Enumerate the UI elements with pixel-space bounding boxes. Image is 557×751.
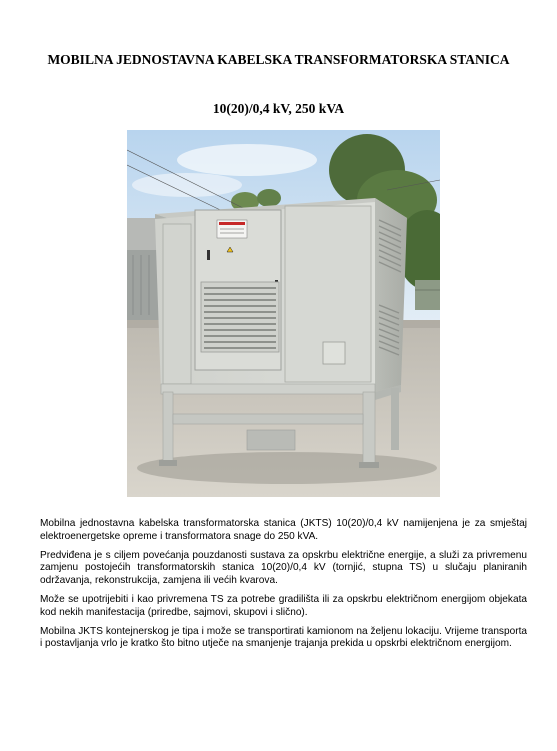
document-title: MOBILNA JEDNOSTAVNA KABELSKA TRANSFORMATORSKA STANICA [47, 52, 510, 67]
paragraph-2: Predviđena je s ciljem povećanja pouzdanosti sustava za opskrbu električne energije, a služi za privremenu zamjenu postojećih transformatorskih stanica 10(20)/0,4 kV (tornjić, stupna TS) u slučaju planiranih održavanja, rekonstrukcija, zamjena ili većih kvarova. [40, 549, 527, 586]
paragraph-4: Mobilna JKTS kontejnerskog je tipa i može se transportirati kamionom na željenu lokaciju. Vrijeme transporta i postavljanja vrlo je kratko što bitno utječe na smanjenje trajanja prekida u opskrbi električnom energijom. [40, 625, 527, 650]
substation-illustration [127, 130, 440, 497]
document-subtitle: 10(20)/0,4 kV, 250 kVA [212, 101, 345, 116]
paragraph-1: Mobilna jednostavna kabelska transformatorska stanica (JKTS) 10(20)/0,4 kV namijenjena je za smještaj elektroenergetske opreme i transformatora snage do 250 kVA. [40, 518, 527, 542]
description-text [40, 518, 527, 657]
paragraph-3: Može se upotrijebiti i kao privremena TS za potrebe gradilišta ili za opskrbu električnom energijom objekata kod nekih manifestacija (priredbe, sajmovi, skupovi i slično). [40, 593, 527, 618]
substation-photo [127, 130, 440, 497]
